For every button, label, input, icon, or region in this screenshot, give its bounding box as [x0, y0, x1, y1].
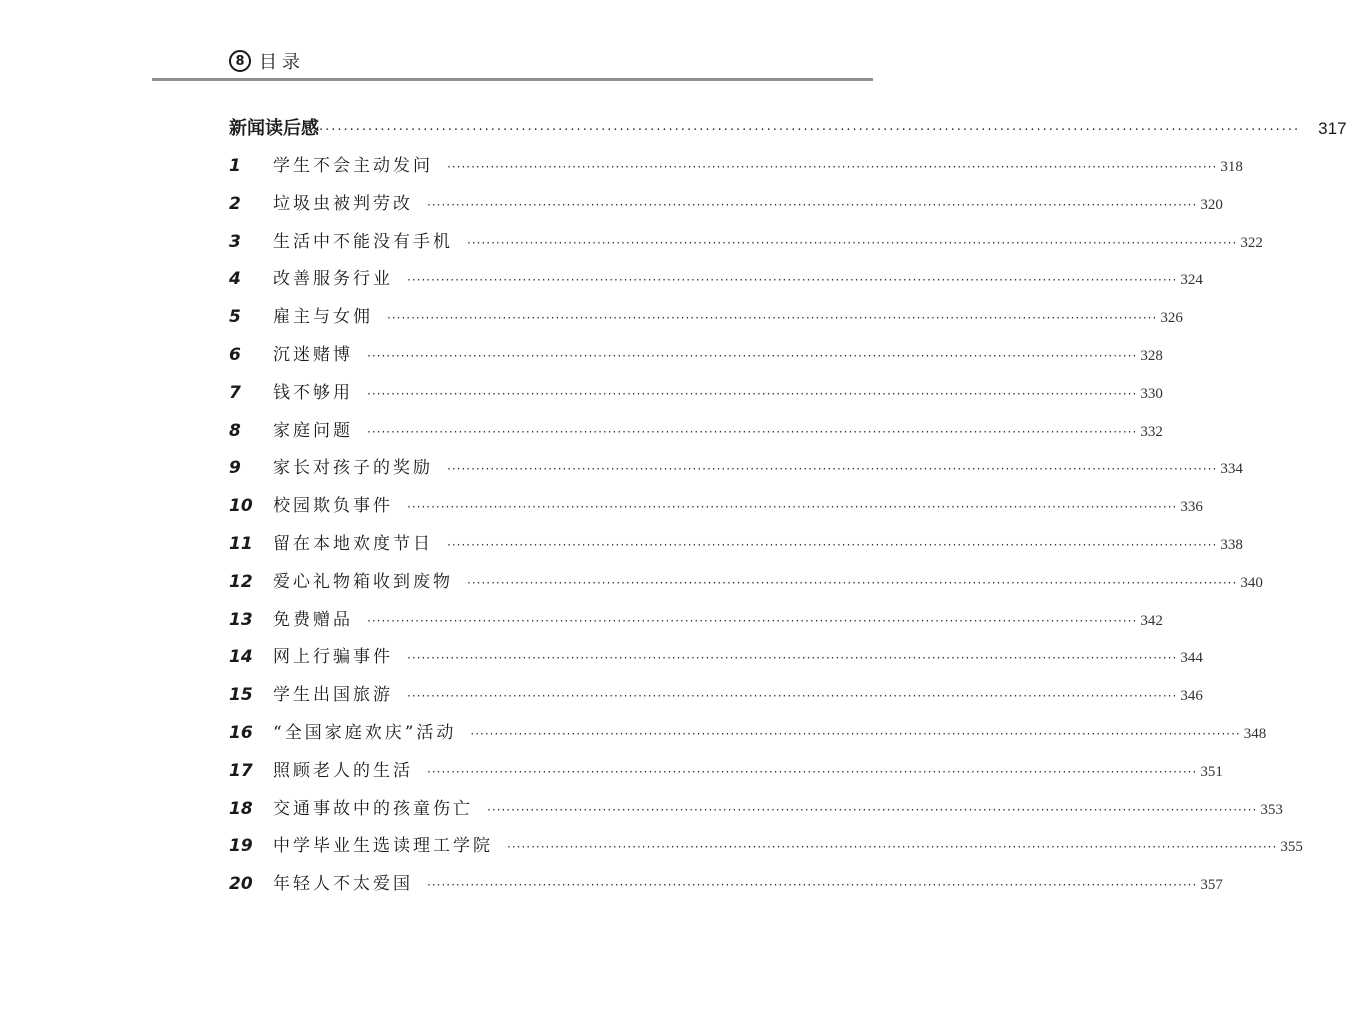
entry-title: 交通事故中的孩童伤亡 — [273, 798, 473, 819]
entry-page-number: 326 — [1160, 310, 1183, 327]
entry-title: “全国家庭欢庆”活动 — [273, 722, 457, 743]
dot-leader: ································································································································································ — [467, 575, 1238, 590]
toc-entry[interactable] — [229, 450, 1243, 488]
entry-title: 垃圾虫被判劳改 — [273, 193, 413, 214]
entry-page-number: 332 — [1140, 423, 1163, 440]
entry-number: 4 — [229, 269, 241, 290]
dot-leader: ································································································································································ — [367, 424, 1138, 439]
entry-number: 10 — [229, 496, 253, 517]
entry-title: 照顾老人的生活 — [273, 760, 413, 781]
entry-page-number: 353 — [1260, 801, 1283, 818]
toc-entries — [229, 148, 1303, 904]
toc-entry[interactable] — [229, 677, 1203, 715]
entry-title: 中学毕业生选读理工学院 — [273, 836, 493, 857]
toc-entry[interactable] — [229, 564, 1263, 602]
entry-title: 家长对孩子的奖励 — [273, 458, 433, 479]
entry-page-number: 336 — [1180, 499, 1203, 516]
dot-leader: ································································································································································ — [467, 235, 1238, 250]
dot-leader: ································································································································································ — [407, 651, 1178, 666]
entry-title: 爱心礼物箱收到废物 — [273, 571, 453, 592]
entry-title: 钱不够用 — [273, 382, 353, 403]
entry-page-number: 334 — [1220, 461, 1243, 478]
toc-entry[interactable] — [229, 639, 1203, 677]
entry-title: 免费赠品 — [273, 609, 353, 630]
toc-entry[interactable] — [229, 488, 1203, 526]
entry-number: 20 — [229, 874, 253, 895]
entry-title: 校园欺负事件 — [273, 496, 393, 517]
entry-title: 留在本地欢度节日 — [273, 533, 433, 554]
dot-leader: ································································································································································ — [407, 689, 1178, 704]
dot-leader: ································································································································································ — [447, 537, 1218, 552]
toc-entry[interactable] — [229, 602, 1163, 640]
entry-number: 9 — [229, 458, 241, 479]
section-title: 新闻读后感 — [229, 118, 319, 139]
entry-number: 11 — [229, 533, 253, 554]
toc-entry[interactable] — [229, 828, 1303, 866]
toc-entry[interactable] — [229, 791, 1283, 829]
toc-entry[interactable] — [229, 186, 1223, 224]
entry-number: 13 — [229, 609, 253, 630]
section-page-number: 317 — [1318, 119, 1347, 138]
entry-title: 年轻人不太爱国 — [273, 874, 413, 895]
toc-entry[interactable] — [229, 224, 1263, 262]
toc-entry[interactable] — [229, 413, 1163, 451]
entry-title: 学生不会主动发问 — [273, 156, 433, 176]
dot-leader: ································································································································································ — [507, 840, 1278, 855]
entry-page-number: 318 — [1220, 159, 1243, 175]
dot-leader: ································································································································································ — [427, 764, 1198, 779]
entry-page-number: 324 — [1180, 272, 1203, 289]
entry-title: 雇主与女佣 — [273, 307, 373, 328]
dot-leader: ································································································································································ — [319, 123, 1301, 138]
entry-title: 网上行骗事件 — [273, 647, 393, 668]
header-rule — [152, 78, 873, 81]
entry-number: 6 — [229, 344, 241, 365]
entry-number: 1 — [229, 156, 241, 176]
toc-entry[interactable] — [229, 753, 1223, 791]
entry-page-number: 320 — [1200, 196, 1223, 213]
entry-title: 改善服务行业 — [273, 269, 393, 290]
toc-entry[interactable] — [229, 337, 1163, 375]
dot-leader: ································································································································································ — [367, 348, 1138, 363]
entry-page-number: 322 — [1240, 234, 1263, 251]
entry-number: 15 — [229, 685, 253, 706]
dot-leader: ································································································································································ — [407, 273, 1178, 288]
entry-page-number: 342 — [1140, 612, 1163, 629]
entry-page-number: 330 — [1140, 385, 1163, 402]
entry-title: 学生出国旅游 — [273, 685, 393, 706]
dot-leader: ································································································································································ — [367, 613, 1138, 628]
entry-page-number: 340 — [1240, 574, 1263, 591]
entry-page-number: 328 — [1140, 347, 1163, 364]
dot-leader: ································································································································································ — [447, 462, 1218, 477]
dot-leader: ································································································································································ — [427, 878, 1198, 893]
entry-page-number: 357 — [1200, 877, 1223, 894]
page-number-badge: 8 — [229, 50, 251, 72]
dot-leader: ································································································································································ — [447, 160, 1218, 174]
page-header — [229, 47, 305, 75]
dot-leader: ································································································································································ — [487, 802, 1258, 817]
entry-number: 18 — [229, 798, 253, 819]
toc-entry[interactable] — [229, 148, 1243, 186]
entry-page-number: 348 — [1243, 725, 1267, 742]
section-heading-row[interactable] — [229, 110, 1347, 148]
header-title: 目录 — [259, 52, 305, 73]
dot-leader: ································································································································································ — [407, 500, 1178, 515]
entry-number: 19 — [229, 836, 253, 857]
dot-leader: ································································································································································ — [427, 197, 1198, 212]
entry-title: 沉迷赌博 — [273, 344, 353, 365]
entry-page-number: 346 — [1180, 688, 1203, 705]
entry-number: 8 — [229, 420, 241, 441]
toc-entry[interactable] — [229, 261, 1203, 299]
entry-number: 2 — [229, 193, 241, 214]
entry-number: 7 — [229, 382, 241, 403]
entry-number: 12 — [229, 571, 253, 592]
toc-entry[interactable] — [229, 866, 1223, 904]
entry-title: 生活中不能没有手机 — [273, 231, 453, 252]
entry-number: 16 — [229, 722, 253, 743]
entry-page-number: 338 — [1220, 536, 1243, 553]
dot-leader: ································································································································································ — [470, 726, 1241, 741]
entry-number: 3 — [229, 231, 241, 252]
toc-entry[interactable] — [229, 715, 1267, 753]
entry-page-number: 344 — [1180, 650, 1203, 667]
toc-entry[interactable] — [229, 526, 1243, 564]
entry-number: 14 — [229, 647, 253, 668]
dot-leader: ································································································································································ — [387, 311, 1158, 326]
entry-title: 家庭问题 — [273, 420, 353, 441]
toc-entry[interactable] — [229, 299, 1183, 337]
table-of-contents — [229, 110, 1347, 904]
toc-entry[interactable] — [229, 375, 1163, 413]
entry-number: 5 — [229, 307, 241, 328]
entry-number: 17 — [229, 760, 253, 781]
entry-page-number: 355 — [1280, 839, 1303, 856]
entry-page-number: 351 — [1200, 763, 1223, 780]
dot-leader: ································································································································································ — [367, 386, 1138, 401]
